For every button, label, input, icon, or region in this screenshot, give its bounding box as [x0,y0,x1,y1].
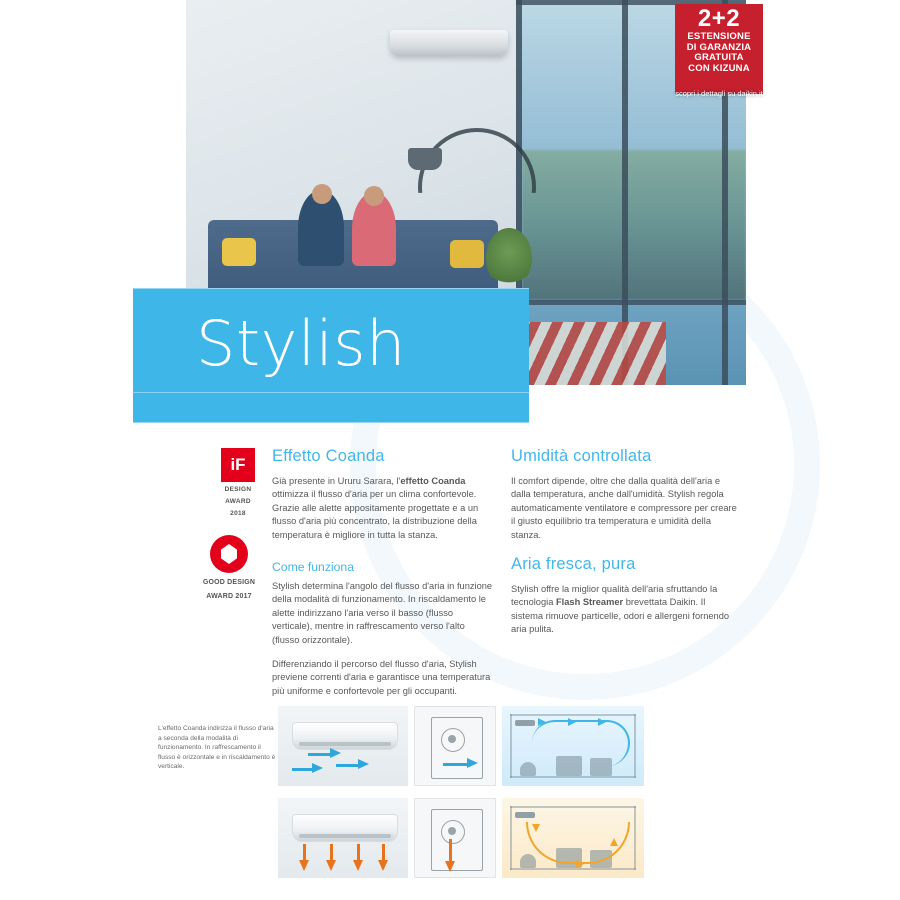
airflow-tail [382,844,385,860]
diagram-unit-heating [278,798,408,878]
airflow-path [532,720,630,766]
airflow-arrow-icon [353,860,363,871]
paragraph-umidita: Il comfort dipende, oltre che dalla qualità dell'aria e dalla temperatura, anche dall'umidità. Stylish regola automaticamente ventilatore e compressore per creare il giusto equilibrio tra temperatura e umidità della stanza. [511,476,737,540]
hero-cushion [450,240,484,268]
room-schematic-icon [431,809,483,871]
airflow-arrow-icon [467,758,478,768]
hero-window-frame [516,300,746,305]
hero-person-head [364,186,384,206]
award-if-line2: AWARD [225,498,251,505]
coanda-text-post: ottimizza il flusso d'aria per un clima confortevole. Grazie alle alette appositamente progettate e a un flusso d'aria più concentrato, la distribuzione della temperatura è migliore in tutta la stanza. [272,489,479,540]
diagram-row-cooling [278,706,644,786]
award-gd-line2: AWARD 2017 [206,593,252,600]
airflow-arrow-icon [378,860,388,871]
airflow-arrow-icon [445,861,455,872]
airflow-tail [357,844,360,860]
section-aria-fresca [511,555,739,637]
fan-icon [441,728,465,752]
room-schematic-icon [431,717,483,779]
room-scene-heating [502,798,644,878]
airflow-arrow-icon [330,748,341,758]
hero-outdoor-view [522,150,746,300]
award-if-line1: DESIGN [224,486,252,493]
wall-unit-icon [292,814,398,842]
air-conditioner-unit [390,30,508,56]
section-effetto-coanda [272,447,497,542]
room-floor [510,868,636,870]
promo-badge-note: scopri i dettagli su daikin.it [675,89,763,98]
room-wall-right [634,806,636,870]
promo-badge [675,4,763,94]
diagram-schematic-heating [414,798,496,878]
wall-unit-icon [515,812,535,818]
room-person [520,762,536,776]
aria-text-pre: Stylish offre la miglior qualità dell'aria sfruttando la tecnologia [511,584,718,608]
lamp-shade [408,148,442,170]
airflow-tail [443,763,467,766]
heading-aria-fresca: Aria fresca, pura [511,555,636,573]
paragraph-come-funziona-2: Differenziando il percorso del flusso d'aria, Stylish previene correnti d'aria e garantisce una temperatura più uniforme e confortevole per gli occupanti. [272,659,491,696]
airflow-tail [330,844,333,860]
award-if-line3: 2018 [230,510,246,517]
airflow-tail [449,839,452,861]
promo-badge-line2: ESTENSIONE [687,31,751,42]
title-band-sheen [133,392,529,393]
diagram-schematic-cooling [414,706,496,786]
promo-badge-line3: DI GARANZIA [686,41,752,53]
hero-person-head [312,184,332,204]
airflow-arrow-icon [610,838,618,846]
paragraph-aria-fresca [511,583,739,637]
airflow-arrow-icon [299,860,309,871]
page-title: Stylish [196,307,406,380]
aria-text-post: brevettata Daikin. Il sistema rimuove particelle, odori e allergeni fornendo aria pulita. [511,597,730,635]
airflow-tail [303,844,306,860]
paragraph-effetto-coanda [272,475,497,542]
room-person [520,854,536,868]
airflow-arrow-icon [568,718,576,726]
award-gd-line1: GOOD DESIGN [202,579,256,586]
airflow-arrow-icon [532,824,540,832]
airflow-arrow-icon [326,860,336,871]
award-if-design [205,448,271,518]
wall-unit-louver [299,742,391,746]
paragraph-come-funziona-1: Stylish determina l'angolo del flusso d'aria in funzione della modalità di funzionamento. In riscaldamento le alette indirizzano l'aria verso il basso (flusso verticale), mentre in raffrescamento verso l'alto (flusso orizzontale). [272,581,493,645]
room-ceiling [510,714,636,716]
airflow-tail [292,768,312,771]
heading-umidita-controllata: Umidità controllata [511,447,652,465]
heading-come-funziona: Come funziona [272,560,354,574]
hero-cushion [222,238,256,266]
airflow-tail [336,764,358,767]
diagram-room-heating [502,798,644,878]
coanda-text-pre: Già presente in Ururu Sarara, l' [272,476,401,486]
airflow-tail [308,753,330,756]
airflow-arrow-icon [598,718,606,726]
wall-unit-louver [299,834,391,838]
fan-icon [441,820,465,844]
promo-badge-line4: GRATUITA [694,52,744,63]
room-scene-cooling [502,706,644,786]
room-wall-left [510,714,512,778]
coanda-text-bold: effetto Coanda [400,476,466,486]
airflow-arrow-icon [538,718,546,726]
award-good-design [196,535,262,601]
promo-badge-headline: 2+2 [697,5,741,32]
wall-unit-icon [515,720,535,726]
diagram-strip [278,706,644,878]
airflow-arrow-icon [312,763,323,773]
promo-badge-line5: CON KIZUNA [688,62,750,74]
diagram-caption: L'effetto Coanda indirizza il flusso d'aria a seconda della modalità di funzionamento. In raffrescamento il flusso è orizzontale e in riscaldamento è verticale. [158,725,276,771]
room-wall-left [510,806,512,870]
diagram-room-cooling [502,706,644,786]
room-floor [510,776,636,778]
airflow-arrow-icon [576,860,584,868]
if-logo-icon: iF [221,448,255,482]
aria-text-bold: Flash Streamer [555,597,624,608]
diagram-unit-cooling [278,706,408,786]
airflow-arrow-icon [358,759,369,769]
wall-unit-icon [292,722,398,750]
room-wall-right [634,714,636,778]
section-come-funziona [272,560,494,698]
hero-plant [486,228,532,288]
heading-effetto-coanda: Effetto Coanda [272,447,385,465]
section-umidita-controllata [511,447,739,542]
diagram-row-heating [278,798,644,878]
good-design-logo-icon [210,535,248,573]
room-ceiling [510,806,636,808]
